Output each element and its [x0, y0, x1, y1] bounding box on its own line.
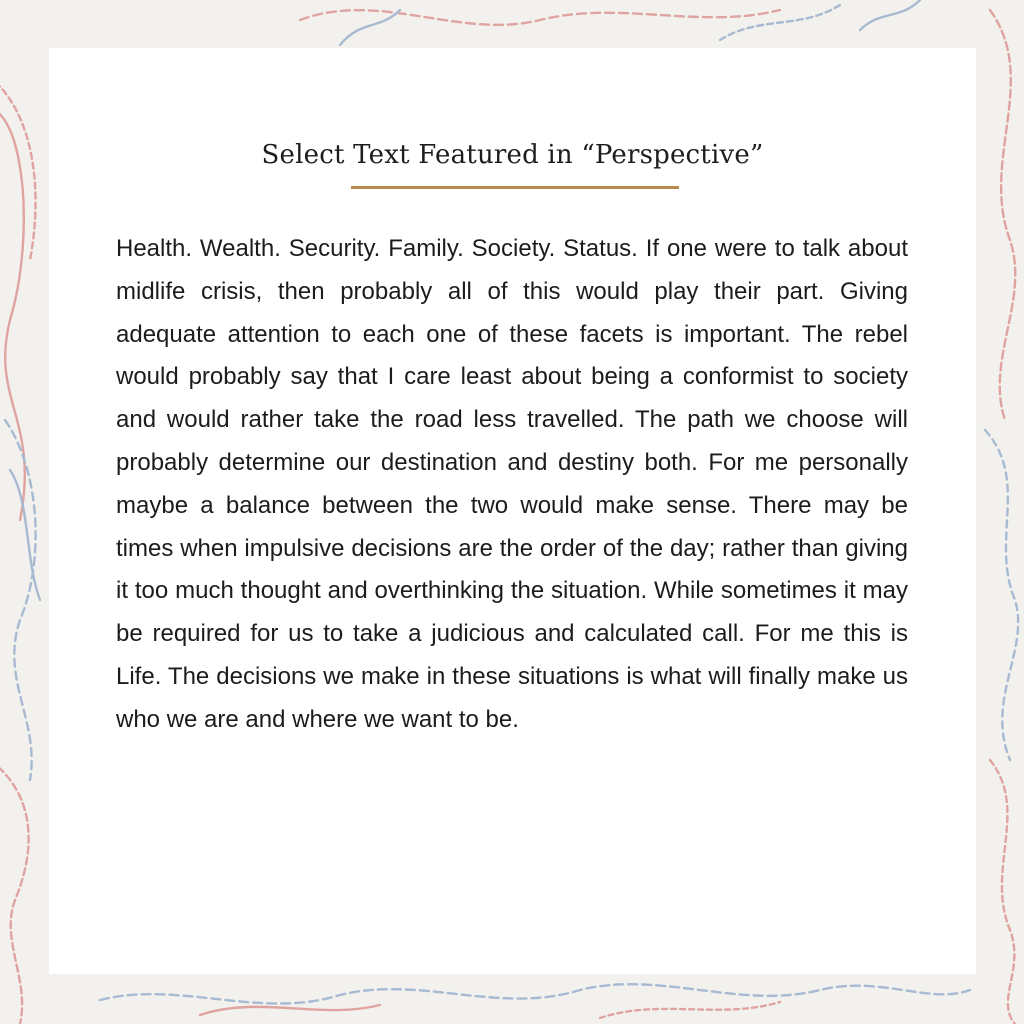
- text-card: [49, 48, 976, 974]
- card-title: Select Text Featured in “Perspective”: [261, 140, 764, 170]
- title-underline: [351, 186, 679, 189]
- body-paragraph: Health. Wealth. Security. Family. Society. Status. If one were to talk about midlife crisis, then probably all of this would play their part. Giving adequate attention to each one of these facets is important. The rebel would probably say that I care least about being a conformist to society and would rather take the road less travelled. The path we choose will probably determine our destination and destiny both. For me personally maybe a balance between the two would make sense. There may be times when impulsive decisions are the order of the day; rather than giving it too much thought and overthinking the situation. While sometimes it may be required for us to take a judicious and calculated call. For me this is Life. The decisions we make in these situations is what will finally make us who we are and where we want to be.: [116, 235, 908, 733]
